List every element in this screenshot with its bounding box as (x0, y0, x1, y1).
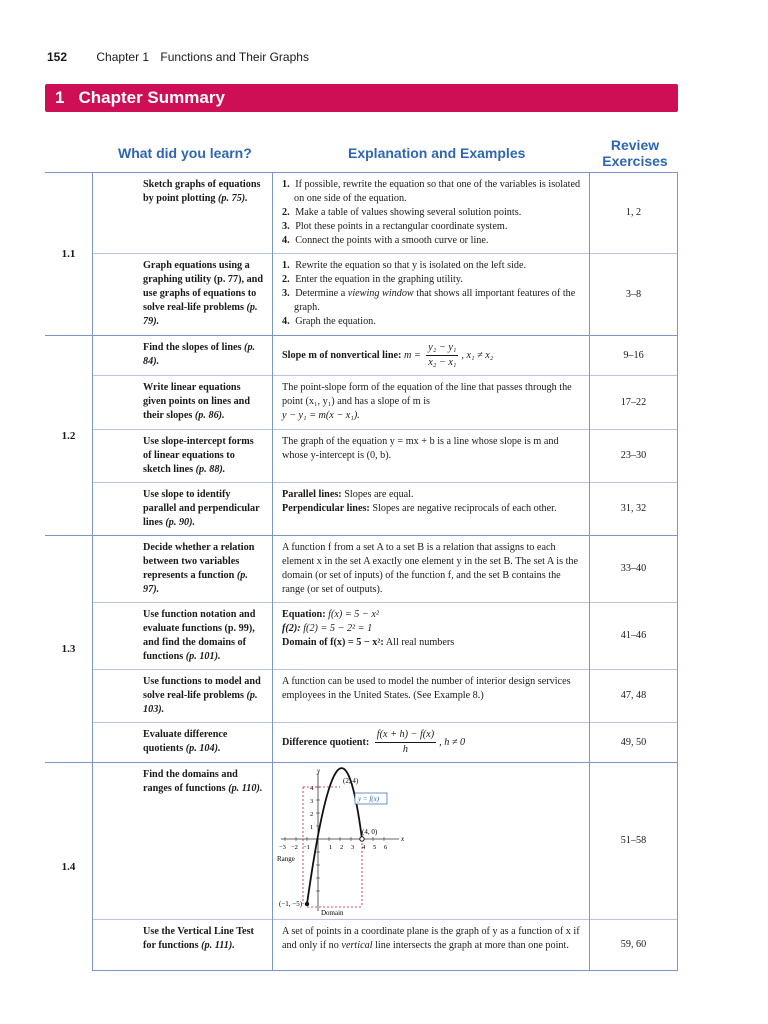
header-learn: What did you learn? (118, 145, 252, 161)
section-1-4: 1.4 (45, 763, 93, 971)
learn-text: Evaluate difference quotients (143, 729, 228, 754)
header-review (600, 137, 670, 169)
perpendicular-label: Perpendicular lines: (282, 503, 370, 514)
formula-lhs: m = (403, 349, 421, 361)
header-review-line2: Exercises (602, 153, 668, 169)
learn-cell (93, 763, 273, 920)
review-cell: 41–46 (590, 603, 678, 670)
perpendicular-text: Slopes are negative reciprocals of each other. (372, 503, 557, 514)
learn-text: Use function notation and evaluate functions (p. 99), and find the domains of functions (143, 609, 256, 662)
formula-label: Slope m of nonvertical line: (282, 349, 402, 361)
x-tick-labels (279, 844, 388, 851)
table-row (45, 430, 678, 483)
table-row (45, 920, 678, 971)
x-tick: 5 (373, 844, 377, 851)
explanation-emphasis: vertical (341, 940, 373, 951)
fraction-denominator: h (402, 744, 408, 755)
fraction-denominator: x₂ − x₁ (428, 357, 457, 368)
page-ref: (p. 90). (165, 517, 196, 528)
step-text: Connect the points with a smooth curve or line. (295, 235, 489, 246)
parallel-label: Parallel lines: (282, 489, 342, 500)
domain-label: Domain of f(x) = 5 − x²: (282, 637, 384, 648)
fraction-numerator: f(x + h) − f(x) (375, 728, 436, 743)
explanation-text: The point-slope form of the equation of the line that passes through the point (x₁, y₁) and has a slope of m is (282, 382, 572, 407)
review-cell: 49, 50 (590, 723, 678, 763)
list-item: 3. Determine a viewing window that shows all important features of the graph. (282, 288, 576, 313)
learn-text: Use slope-intercept forms of linear equations to sketch lines (143, 436, 254, 475)
page-ref: (p. 86). (194, 410, 225, 421)
step-text: Determine a (295, 288, 346, 299)
review-cell: 3–8 (590, 254, 678, 336)
review-cell: 59, 60 (590, 920, 678, 971)
list-item: 2. Make a table of values showing several solution points. (282, 207, 522, 218)
y-axis-label: y (317, 767, 321, 775)
section-1-2: 1.2 (45, 336, 93, 536)
header-explanation: Explanation and Examples (348, 145, 526, 161)
section-1-3: 1.3 (45, 536, 93, 763)
learn-cell (93, 723, 273, 763)
list-item: 4. Connect the points with a smooth curve or line. (282, 235, 489, 246)
point-top-label: (2, 4) (343, 777, 359, 785)
domain-label: Domain (321, 909, 344, 915)
table-row (45, 603, 678, 670)
y-tick-labels (310, 785, 314, 831)
step-text: Rewrite the equation so that y is isolated on the left side. (295, 260, 527, 271)
explanation-cell (273, 483, 590, 536)
learn-cell (93, 603, 273, 670)
f2-label: f(2): (282, 623, 301, 634)
summary-table (45, 172, 678, 971)
header-review-line1: Review (610, 137, 660, 153)
left-endpoint (305, 902, 309, 906)
step-text: Make a table of values showing several solution points. (295, 207, 522, 218)
table-row (45, 670, 678, 723)
x-tick: −2 (291, 844, 298, 851)
learn-cell (93, 536, 273, 603)
chapter-title: Functions and Their Graphs (160, 50, 309, 64)
explanation-cell: The graph of the equation y = mx + b is a line whose slope is m and whose y-intercept is (0, b). (273, 430, 590, 483)
chapter-label: Chapter 1 (96, 50, 150, 64)
y-tick: 1 (310, 824, 314, 831)
learn-cell (93, 920, 273, 971)
x-tick: 4 (362, 844, 366, 851)
page-ref: (p. 110). (228, 783, 263, 794)
review-cell: 23–30 (590, 430, 678, 483)
f2-text: f(2) = 5 − 2² = 1 (303, 623, 373, 634)
difference-quotient-fraction (375, 728, 436, 757)
explanation-cell (273, 376, 590, 430)
domain-text: All real numbers (385, 637, 455, 648)
x-axis-label: x (401, 835, 405, 843)
chapter-summary-banner (45, 84, 678, 112)
explanation-text: A set of points in a coordinate plane is the graph of y as a function of x if and only if no (282, 926, 580, 951)
learn-text: Use functions to model and solve real-life problems (143, 676, 261, 701)
x-tick: 1 (329, 844, 333, 851)
table-row (45, 723, 678, 763)
parallel-text: Slopes are equal. (344, 489, 414, 500)
list-item: 4. Graph the equation. (282, 316, 376, 327)
page-number: 152 (47, 50, 68, 64)
chapter-number: 1 (55, 88, 65, 107)
table-row (45, 763, 678, 920)
learn-cell (93, 430, 273, 483)
explanation-cell (273, 173, 590, 254)
x-tick: 3 (351, 844, 355, 851)
domain-range-graph (273, 765, 423, 915)
formula-condition: , h ≠ 0 (439, 736, 466, 748)
formula-condition: , x₁ ≠ x₂ (461, 349, 494, 361)
list-item: 1. If possible, rewrite the equation so that one of the variables is isolated on one side of the equation. (282, 179, 581, 204)
review-cell: 1, 2 (590, 173, 678, 254)
explanation-text: line intersects the graph at more than one point. (375, 940, 569, 951)
list-item: 1. Rewrite the equation so that y is isolated on the left side. (282, 260, 527, 271)
step-text: Graph the equation. (295, 316, 376, 327)
y-tick: 3 (310, 798, 314, 805)
list-item: 2. Enter the equation in the graphing utility. (282, 274, 463, 285)
range-label: Range (277, 855, 295, 863)
explanation-cell (273, 254, 590, 336)
equation-text: f(x) = 5 − x² (328, 609, 379, 620)
page-ref: (p. 84). (143, 342, 256, 367)
learn-text: Sketch graphs of equations by point plotting (143, 179, 261, 204)
banner-title: Chapter Summary (78, 88, 225, 107)
learn-cell (93, 336, 273, 376)
explanation-cell (273, 763, 590, 920)
table-row (45, 483, 678, 536)
review-cell: 51–58 (590, 763, 678, 920)
formula-label: Difference quotient: (282, 736, 370, 748)
page-ref: (p. 88). (195, 464, 226, 475)
explanation-cell: A function can be used to model the number of interior design services employees in the United States. (See Example 8.) (273, 670, 590, 723)
explanation-cell (273, 603, 590, 670)
equation-label: Equation: (282, 609, 326, 620)
step-text: that shows all important features of the graph. (294, 288, 576, 313)
function-label: y = f(x) (358, 795, 380, 803)
learn-text: Use the Vertical Line Test for functions (143, 926, 254, 951)
learn-cell (93, 670, 273, 723)
x-tick: 6 (384, 844, 388, 851)
page-ref: (p. 75). (218, 193, 248, 204)
table-row (45, 536, 678, 603)
explanation-cell: A function f from a set A to a set B is a relation that assigns to each element x in the set A exactly one element y in the set B. The set A is the domain (or set of inputs) of the function f, and the set B contains the range (or set of outputs). (273, 536, 590, 603)
learn-text: Use slope to identify parallel and perpendicular lines (143, 489, 260, 528)
steps-list (282, 178, 583, 248)
table-row (45, 376, 678, 430)
running-head (47, 50, 309, 64)
step-emphasis: viewing window (347, 288, 414, 299)
review-cell: 33–40 (590, 536, 678, 603)
learn-text: Find the slopes of lines (143, 342, 242, 353)
list-item: 3. Plot these points in a rectangular coordinate system. (282, 221, 508, 232)
learn-cell (93, 173, 273, 254)
learn-text: Graph equations using a graphing utility (p. 77), and use graphs of equations to solve real-life problems (143, 260, 264, 313)
function-curve (307, 768, 362, 904)
table-row (45, 173, 678, 254)
page-ref: (p. 111). (201, 940, 235, 951)
review-cell: 9–16 (590, 336, 678, 376)
explanation-cell (273, 336, 590, 376)
step-text: Enter the equation in the graphing utility. (295, 274, 463, 285)
slope-fraction (426, 341, 458, 370)
learn-text: Find the domains and ranges of functions (143, 769, 238, 794)
page-ref: (p. 104). (185, 743, 221, 754)
learn-cell (93, 483, 273, 536)
steps-list (282, 259, 583, 329)
learn-cell (93, 254, 273, 336)
page-ref: (p. 103). (143, 690, 258, 715)
page-ref: (p. 97). (143, 570, 248, 595)
right-endpoint (360, 837, 364, 841)
y-tick: 4 (310, 785, 314, 792)
point-left-label: (−1, −5) (279, 900, 303, 908)
explanation-cell (273, 723, 590, 763)
learn-cell (93, 376, 273, 430)
x-tick: −1 (303, 844, 310, 851)
review-cell: 17–22 (590, 376, 678, 430)
step-text: If possible, rewrite the equation so that one of the variables is isolated on one side of the equation. (294, 179, 581, 204)
page-ref: (p. 101). (185, 651, 221, 662)
x-tick: 2 (340, 844, 344, 851)
learn-text: Decide whether a relation between two variables represents a function (143, 542, 255, 581)
point-right-label: (4, 0) (362, 828, 378, 836)
learn-text: Write linear equations given points on lines and their slopes (143, 382, 251, 421)
section-1-1: 1.1 (45, 173, 93, 336)
page-ref: (p. 79). (143, 302, 258, 327)
step-text: Plot these points in a rectangular coordinate system. (295, 221, 508, 232)
review-cell: 31, 32 (590, 483, 678, 536)
table-row (45, 336, 678, 376)
x-tick: −3 (279, 844, 286, 851)
explanation-equation: y − y₁ = m(x − x₁). (282, 410, 360, 421)
explanation-cell (273, 920, 590, 971)
table-row (45, 254, 678, 336)
fraction-numerator: y₂ − y₁ (426, 341, 458, 356)
y-tick: 2 (310, 811, 314, 818)
review-cell: 47, 48 (590, 670, 678, 723)
